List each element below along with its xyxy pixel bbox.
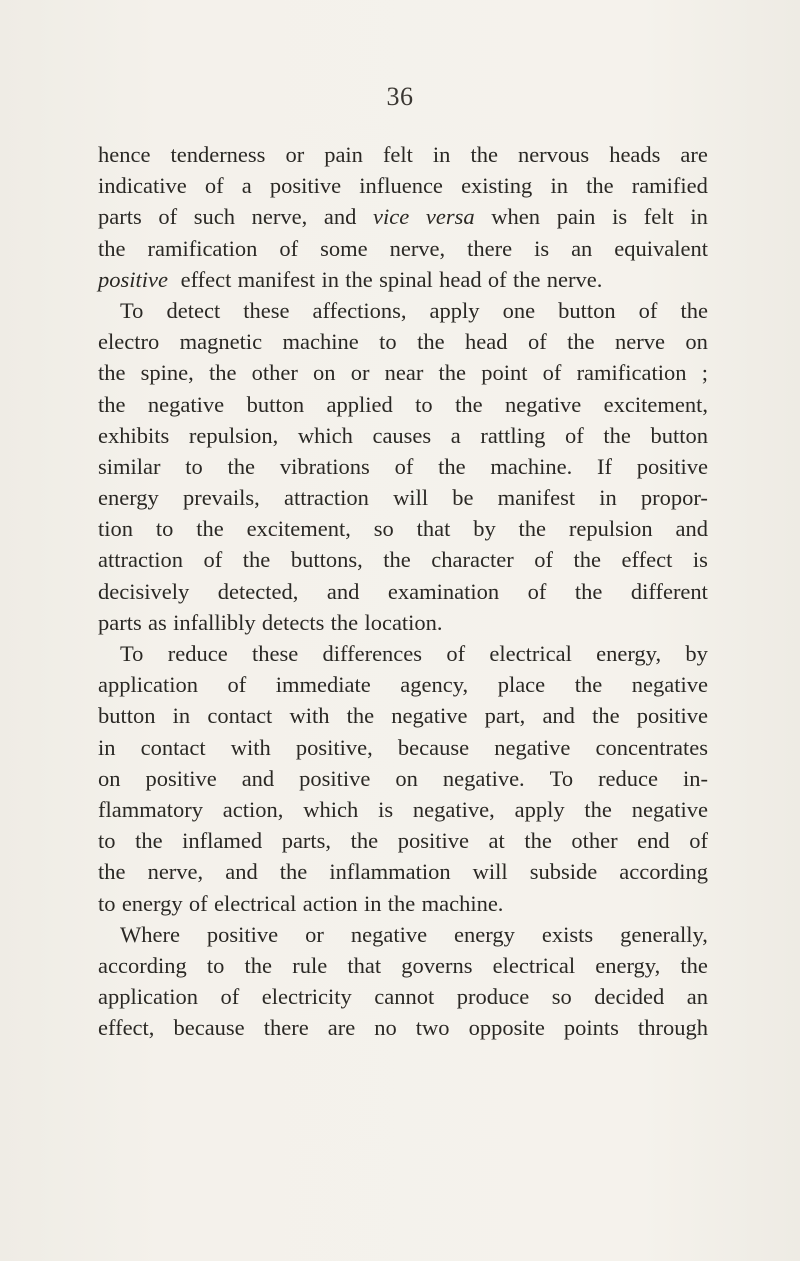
text-line: according to the rule that governs electrical energy, the	[98, 952, 708, 978]
text-line: to the inflamed parts, the positive at the other end of	[98, 828, 708, 854]
text-line: to energy of electrical action in the machine.	[98, 890, 504, 916]
text-line: the nerve, and the inflammation will subside according	[98, 859, 708, 885]
page-number: 36	[386, 82, 414, 111]
text-line: in contact with positive, because negative concentrates	[98, 734, 708, 760]
text-line: parts as infallibly detects the location.	[98, 609, 443, 635]
body-text	[98, 139, 708, 1043]
text-line: To reduce these differences of electrical energy, by	[120, 641, 708, 666]
text-line: tion to the excitement, so that by the repulsion and	[98, 516, 708, 542]
text-line: hence tenderness or pain felt in the nervous heads are	[98, 142, 708, 167]
text-line: effect, because there are no two opposite points through	[98, 1015, 708, 1041]
text-line: attraction of the buttons, the character of the effect is	[98, 547, 708, 573]
text-line: energy prevails, attraction will be manifest in propor-	[98, 485, 708, 511]
text-line: the spine, the other on or near the point of ramification ;	[98, 360, 708, 386]
text-line: parts of such nerve, and vice versa when pain is felt in	[98, 204, 708, 230]
text-line: exhibits repulsion, which causes a rattling of the button	[98, 422, 708, 448]
text-line: application of electricity cannot produce so decided an	[98, 984, 708, 1010]
text-line: positive effect manifest in the spinal head of the nerve.	[98, 266, 603, 292]
text-line: button in contact with the negative part, and the positive	[98, 703, 708, 729]
text-line: Where positive or negative energy exists generally,	[120, 921, 708, 947]
text-line: the ramification of some nerve, there is an equivalent	[98, 235, 708, 261]
text-line: application of immediate agency, place the negative	[98, 672, 708, 698]
text-line: To detect these affections, apply one button of the	[120, 297, 708, 323]
text-line: the negative button applied to the negative excitement,	[98, 391, 708, 417]
text-line: similar to the vibrations of the machine. If positive	[98, 453, 708, 479]
text-line: electro magnetic machine to the head of the nerve on	[98, 329, 708, 355]
text-line: on positive and positive on negative. To reduce in-	[98, 765, 708, 791]
text-line: flammatory action, which is negative, apply the negative	[98, 796, 708, 822]
text-line: indicative of a positive influence existing in the ramified	[98, 173, 708, 199]
text-line: decisively detected, and examination of the different	[98, 578, 708, 604]
